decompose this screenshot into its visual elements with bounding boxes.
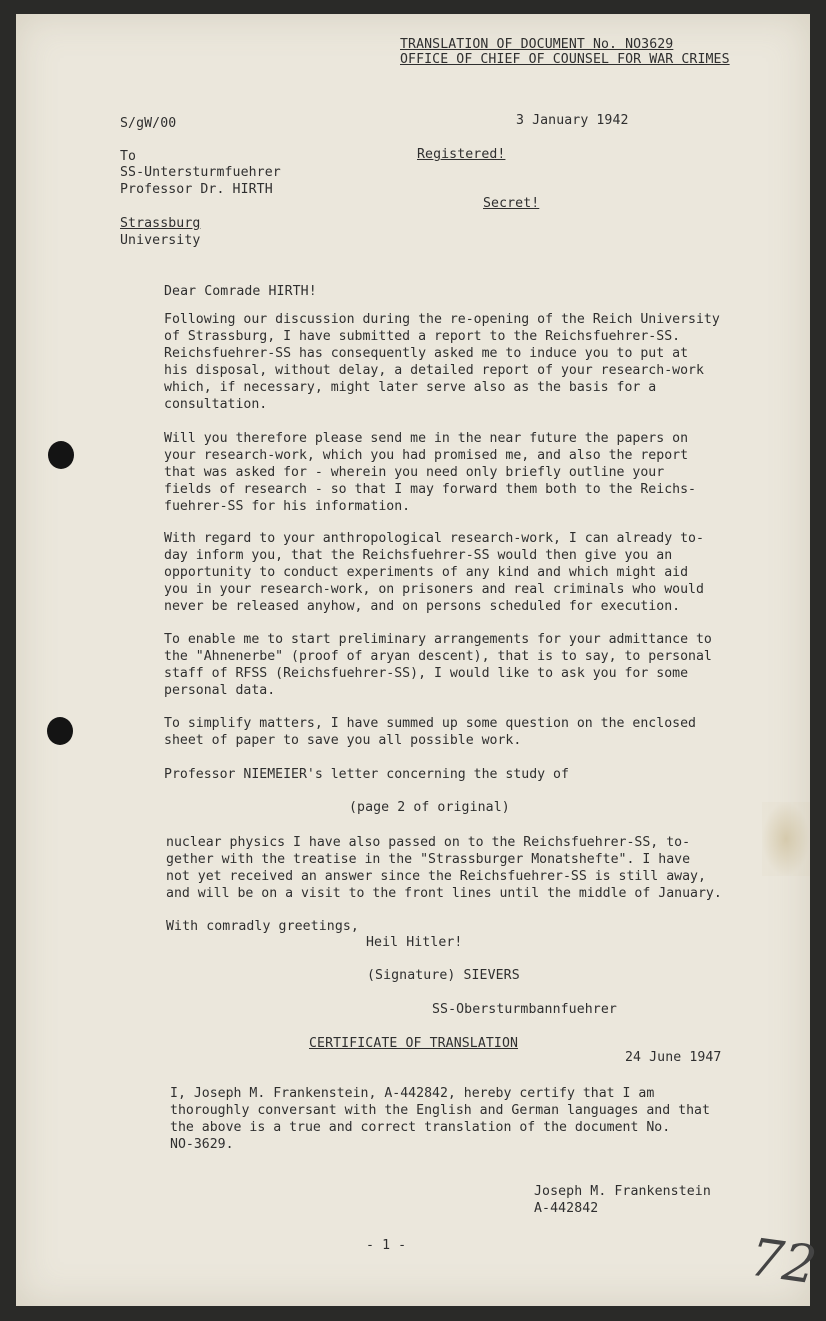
letter-date: 3 January 1942 bbox=[516, 113, 629, 128]
certificate-title: CERTIFICATE OF TRANSLATION bbox=[309, 1036, 519, 1051]
paragraph-5 bbox=[164, 715, 764, 749]
paragraph-line: opportunity to conduct experiments of any kind and which might aid bbox=[164, 565, 689, 580]
registered-mark: Registered! bbox=[417, 147, 506, 162]
certificate-text bbox=[170, 1085, 770, 1153]
addressee-to: To bbox=[120, 149, 137, 164]
paragraph-line: Reichsfuehrer-SS has consequently asked me to induce you to put at bbox=[164, 346, 689, 361]
addressee-institution: University bbox=[120, 233, 201, 248]
punch-hole-bottom bbox=[47, 717, 73, 745]
paragraph-line: sheet of paper to save you all possible work. bbox=[164, 733, 522, 748]
paragraph-line: fuehrer-SS for his information. bbox=[164, 499, 411, 514]
paragraph-line: which, if necessary, might later serve also as the basis for a bbox=[164, 380, 657, 395]
paragraph-line: not yet received an answer since the Reichsfuehrer-SS is still away, bbox=[166, 869, 706, 884]
addressee-name: Professor Dr. HIRTH bbox=[120, 182, 273, 197]
paragraph-2 bbox=[164, 430, 764, 515]
certificate-date: 24 June 1947 bbox=[625, 1050, 722, 1065]
paragraph-line: fields of research - so that I may forward them both to the Reichs- bbox=[164, 482, 696, 497]
paragraph-line: I, Joseph M. Frankenstein, A-442842, hereby certify that I am bbox=[170, 1086, 655, 1101]
paragraph-line: personal data. bbox=[164, 683, 276, 698]
salutation: Dear Comrade HIRTH! bbox=[164, 284, 317, 299]
closing-greeting: With comradly greetings, bbox=[166, 919, 359, 934]
paragraph-3 bbox=[164, 530, 764, 615]
signer-name: Joseph M. Frankenstein bbox=[534, 1184, 711, 1199]
paragraph-line: your research-work, which you had promised me, and also the report bbox=[164, 448, 689, 463]
page-number: - 1 - bbox=[366, 1238, 407, 1253]
handwritten-mark: 72 bbox=[746, 1227, 821, 1297]
closing-signature: (Signature) SIEVERS bbox=[367, 968, 520, 983]
page-marker: (page 2 of original) bbox=[349, 800, 510, 815]
addressee-city: Strassburg bbox=[120, 216, 201, 231]
paragraph-4 bbox=[164, 631, 764, 699]
paragraph-1 bbox=[164, 311, 764, 413]
secret-mark: Secret! bbox=[483, 196, 540, 211]
paragraph-line: you in your research-work, on prisoners and real criminals who would bbox=[164, 582, 704, 597]
reference-code: S/gW/00 bbox=[120, 116, 177, 131]
paragraph-line: With regard to your anthropological research-work, I can already to- bbox=[164, 531, 704, 546]
header-line-1: TRANSLATION OF DOCUMENT No. NO3629 bbox=[400, 37, 674, 52]
paragraph-line: the above is a true and correct translation of the document No. bbox=[170, 1120, 671, 1135]
paragraph-line: and will be on a visit to the front lines until the middle of January. bbox=[166, 886, 722, 901]
paragraph-line: never be released anyhow, and on persons scheduled for execution. bbox=[164, 599, 681, 614]
paragraph-line: consultation. bbox=[164, 397, 268, 412]
closing-rank: SS-Obersturmbannfuehrer bbox=[432, 1002, 617, 1017]
header-line-2: OFFICE OF CHIEF OF COUNSEL FOR WAR CRIMES bbox=[400, 52, 730, 67]
paper-stain bbox=[762, 802, 810, 876]
paragraph-6 bbox=[164, 766, 764, 783]
paragraph-line: Following our discussion during the re-opening of the Reich University bbox=[164, 312, 720, 327]
paragraph-line: staff of RFSS (Reichsfuehrer-SS), I would like to ask you for some bbox=[164, 666, 689, 681]
paragraph-line: nuclear physics I have also passed on to the Reichsfuehrer-SS, to- bbox=[166, 835, 691, 850]
paragraph-line: To enable me to start preliminary arrangements for your admittance to bbox=[164, 632, 712, 647]
paragraph-line: gether with the treatise in the "Strassburger Monatshefte". I have bbox=[166, 852, 691, 867]
paragraph-line: NO-3629. bbox=[170, 1137, 234, 1152]
paragraph-line: Will you therefore please send me in the near future the papers on bbox=[164, 431, 689, 446]
closing-heil: Heil Hitler! bbox=[366, 935, 463, 950]
paragraph-line: that was asked for - wherein you need only briefly outline your bbox=[164, 465, 665, 480]
paragraph-line: the "Ahnenerbe" (proof of aryan descent), that is to say, to personal bbox=[164, 649, 712, 664]
signer-id: A-442842 bbox=[534, 1201, 599, 1216]
punch-hole-top bbox=[48, 441, 74, 469]
paragraph-line: To simplify matters, I have summed up some question on the enclosed bbox=[164, 716, 696, 731]
document-page bbox=[16, 14, 821, 1306]
paragraph-line: of Strassburg, I have submitted a report to the Reichsfuehrer-SS. bbox=[164, 329, 681, 344]
addressee-rank: SS-Untersturmfuehrer bbox=[120, 165, 281, 180]
paragraph-line: Professor NIEMEIER's letter concerning the study of bbox=[164, 767, 569, 782]
paragraph-line: his disposal, without delay, a detailed report of your research-work bbox=[164, 363, 704, 378]
paragraph-line: day inform you, that the Reichsfuehrer-SS would then give you an bbox=[164, 548, 673, 563]
paragraph-line: thoroughly conversant with the English and German languages and that bbox=[170, 1103, 710, 1118]
continuation-paragraph bbox=[166, 834, 766, 902]
